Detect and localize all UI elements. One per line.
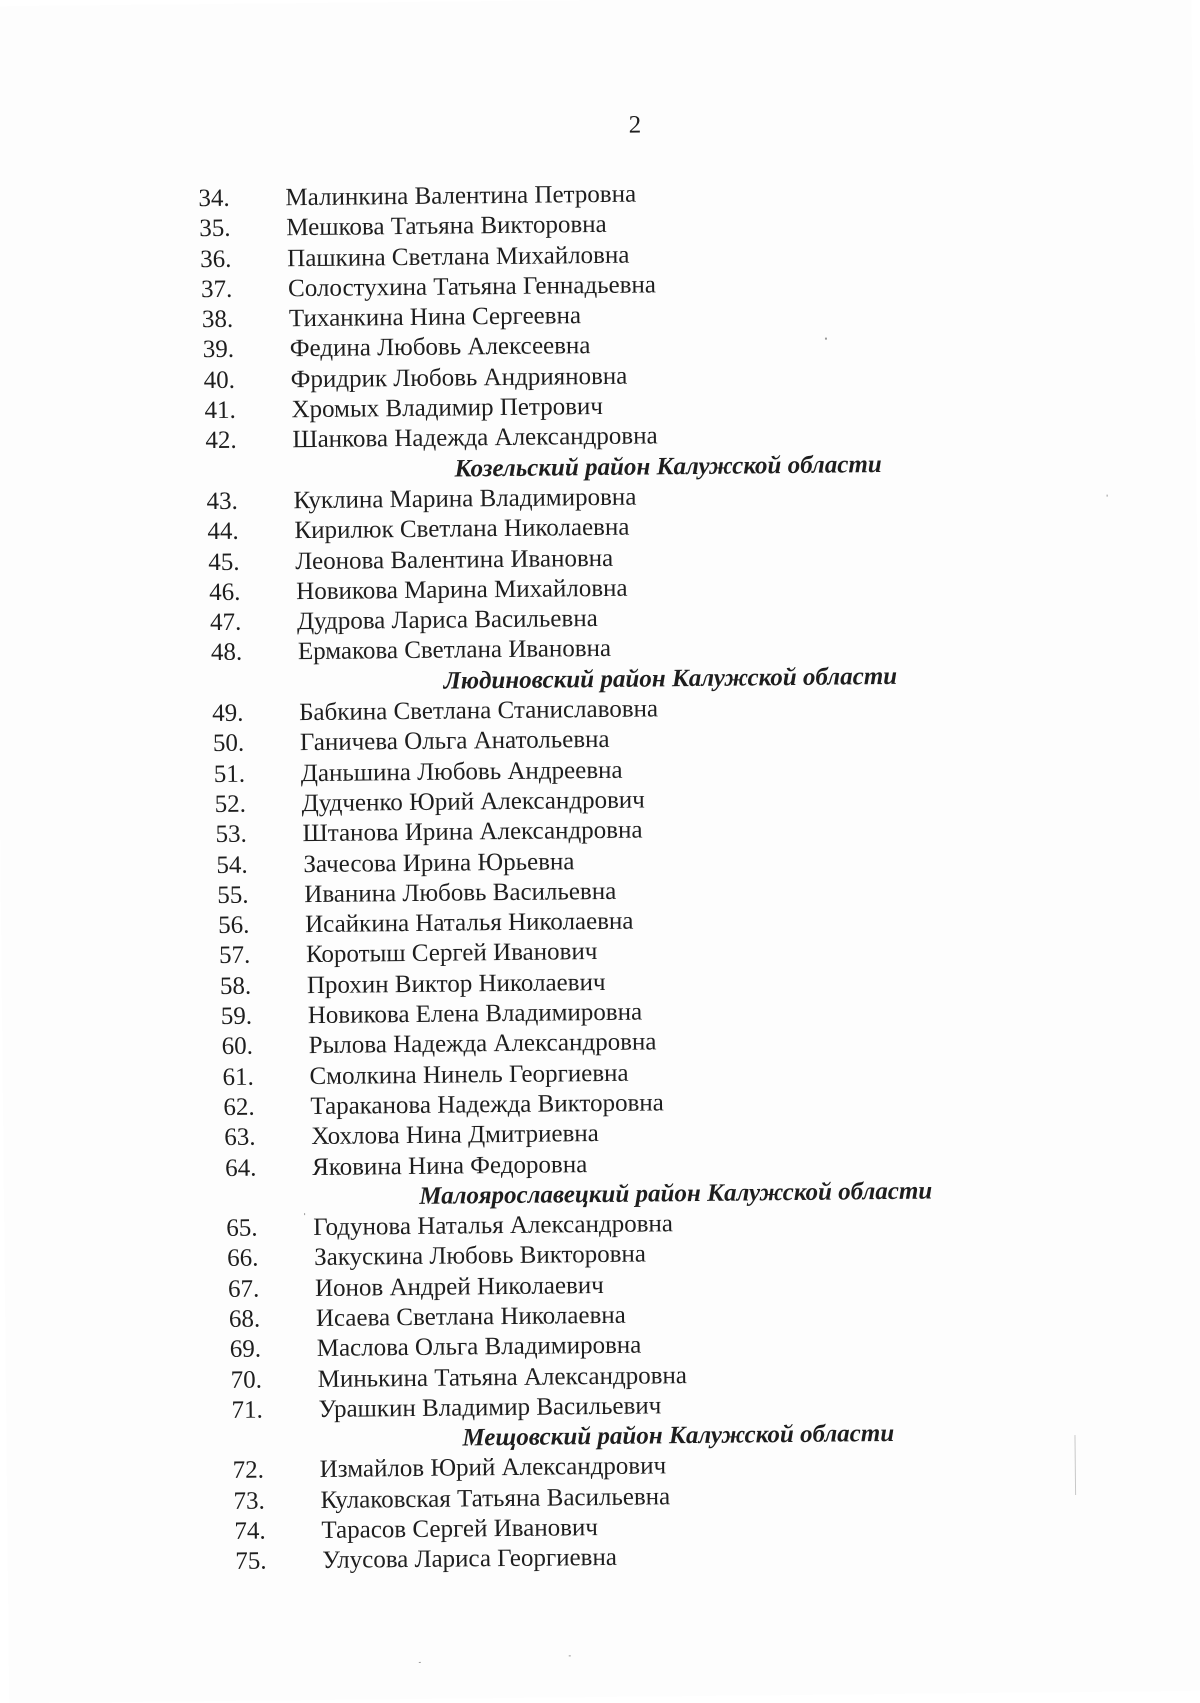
person-name: Куклина Марина Владимировна	[293, 483, 637, 515]
district-heading-text: Мещовский район Калужской области	[462, 1420, 895, 1452]
item-number: 55.	[217, 881, 249, 909]
person-name: Мешкова Татьяна Викторовна	[286, 211, 607, 242]
district-heading-text: Козельский район Калужской области	[454, 450, 882, 483]
scan-speck	[825, 338, 827, 340]
item-number: 67.	[227, 1275, 260, 1303]
person-name: Смолкина Нинель Георгиевна	[309, 1059, 629, 1090]
person-name: Кулаковская Татьяна Васильевна	[320, 1483, 671, 1514]
person-name: Тарасов Сергей Иванович	[321, 1514, 599, 1545]
person-name: Исайкина Наталья Николаевна	[305, 907, 634, 939]
person-name: Пашкина Светлана Михайловна	[287, 241, 630, 272]
person-name: Федина Любовь Алексеевна	[289, 332, 591, 363]
item-number: 57.	[218, 942, 251, 970]
item-number: 36.	[200, 245, 232, 273]
person-name: Рылова Надежда Александровна	[308, 1028, 657, 1060]
person-name: Закускина Любовь Викторовна	[314, 1240, 647, 1272]
person-name: Шанкова Надежда Александровна	[292, 422, 658, 454]
person-name: Штанова Ирина Александровна	[302, 816, 643, 848]
person-name: Исаева Светлана Николаевна	[315, 1301, 626, 1332]
person-name: Иванина Любовь Васильевна	[304, 877, 617, 908]
item-number: 58.	[219, 972, 252, 1000]
person-name: Ганичева Ольга Анатольевна	[299, 726, 610, 757]
item-number: 47.	[209, 608, 242, 637]
item-number: 44.	[207, 518, 239, 546]
person-name: Тараканова Надежда Викторовна	[310, 1089, 664, 1120]
person-name: Ермакова Светлана Ивановна	[297, 635, 612, 666]
person-name: Коротыш Сергей Иванович	[305, 938, 598, 969]
item-number: 43.	[206, 487, 238, 516]
scan-speck	[569, 1655, 571, 1656]
person-name: Дудрова Лариса Васильевна	[296, 605, 598, 636]
item-number: 74.	[234, 1517, 266, 1545]
item-number: 65.	[226, 1214, 258, 1243]
item-number: 51.	[213, 760, 246, 788]
person-name: Яковина Нина Федоровна	[311, 1150, 588, 1181]
item-number: 46.	[209, 578, 241, 606]
item-number: 53.	[215, 820, 247, 849]
person-name: Леонова Валентина Ивановна	[295, 544, 614, 575]
person-name: Фридрик Любовь Андрияновна	[290, 362, 628, 393]
item-number: 40.	[203, 366, 236, 394]
person-name: Новикова Елена Владимировна	[307, 998, 643, 1030]
item-number: 60.	[221, 1032, 254, 1061]
person-name: Бабкина Светлана Станиславовна	[298, 695, 659, 727]
person-name: Кирилюк Светлана Николаевна	[294, 513, 630, 545]
item-number: 54.	[216, 851, 248, 879]
person-name: Минькина Татьяна Александровна	[317, 1361, 688, 1393]
item-number: 73.	[233, 1487, 265, 1515]
item-number: 48.	[210, 639, 243, 667]
person-name: Зачесова Ирина Юрьевна	[303, 847, 575, 878]
scan-speck	[304, 1213, 305, 1215]
person-name: Улусова Лариса Георгиевна	[322, 1544, 618, 1575]
item-number: 72.	[232, 1457, 265, 1485]
district-heading-text: Малоярославецкий район Калужской области	[419, 1177, 933, 1210]
item-number: 38.	[201, 306, 234, 334]
item-number: 61.	[222, 1063, 254, 1091]
person-name: Солостухина Татьяна Геннадьевна	[287, 271, 657, 303]
item-number: 66.	[227, 1244, 259, 1273]
person-name: Малинкина Валентина Петровна	[285, 180, 637, 212]
person-name: Хохлова Нина Дмитриевна	[311, 1120, 599, 1151]
item-number: 37.	[200, 275, 233, 304]
item-number: 39.	[202, 336, 235, 364]
item-number: 59.	[220, 1002, 253, 1030]
person-name: Дудченко Юрий Александрович	[301, 786, 645, 818]
person-name: Измайлов Юрий Александрович	[319, 1452, 667, 1484]
item-number: 35.	[199, 215, 231, 243]
person-name: Прохин Виктор Николаевич	[306, 968, 606, 999]
item-number: 42.	[205, 427, 237, 455]
item-number: 64.	[224, 1154, 257, 1182]
person-name: Новикова Марина Михайловна	[296, 574, 628, 606]
item-number: 71.	[231, 1396, 263, 1424]
person-name: Маслова Ольга Владимировна	[316, 1331, 642, 1363]
item-number: 70.	[230, 1366, 263, 1394]
scan-speck	[419, 1662, 421, 1663]
person-name: Даньшина Любовь Андреевна	[300, 756, 623, 787]
district-heading-text: Людиновский район Калужской области	[443, 662, 898, 695]
name-list	[0, 174, 1200, 1580]
person-name: Тиханкина Нина Сергеевна	[288, 302, 582, 333]
item-number: 50.	[212, 730, 245, 758]
person-name: Ионов Андрей Николаевич	[314, 1271, 604, 1302]
item-number: 41.	[204, 396, 236, 425]
scan-speck	[1107, 495, 1108, 497]
item-number: 34.	[198, 184, 230, 213]
item-number: 63.	[224, 1123, 256, 1152]
item-number: 68.	[228, 1305, 261, 1333]
item-number: 52.	[214, 790, 247, 818]
page-number: 2	[628, 111, 642, 139]
person-name: Урашкин Владимир Васильевич	[318, 1392, 662, 1423]
person-name: Годунова Наталья Александровна	[313, 1210, 674, 1242]
item-number: 69.	[229, 1335, 262, 1364]
item-number: 75.	[235, 1547, 267, 1576]
item-number: 49.	[211, 699, 244, 728]
item-number: 56.	[218, 911, 250, 940]
item-number: 45.	[208, 548, 240, 576]
item-number: 62.	[223, 1093, 255, 1121]
person-name: Хромых Владимир Петрович	[291, 393, 604, 424]
